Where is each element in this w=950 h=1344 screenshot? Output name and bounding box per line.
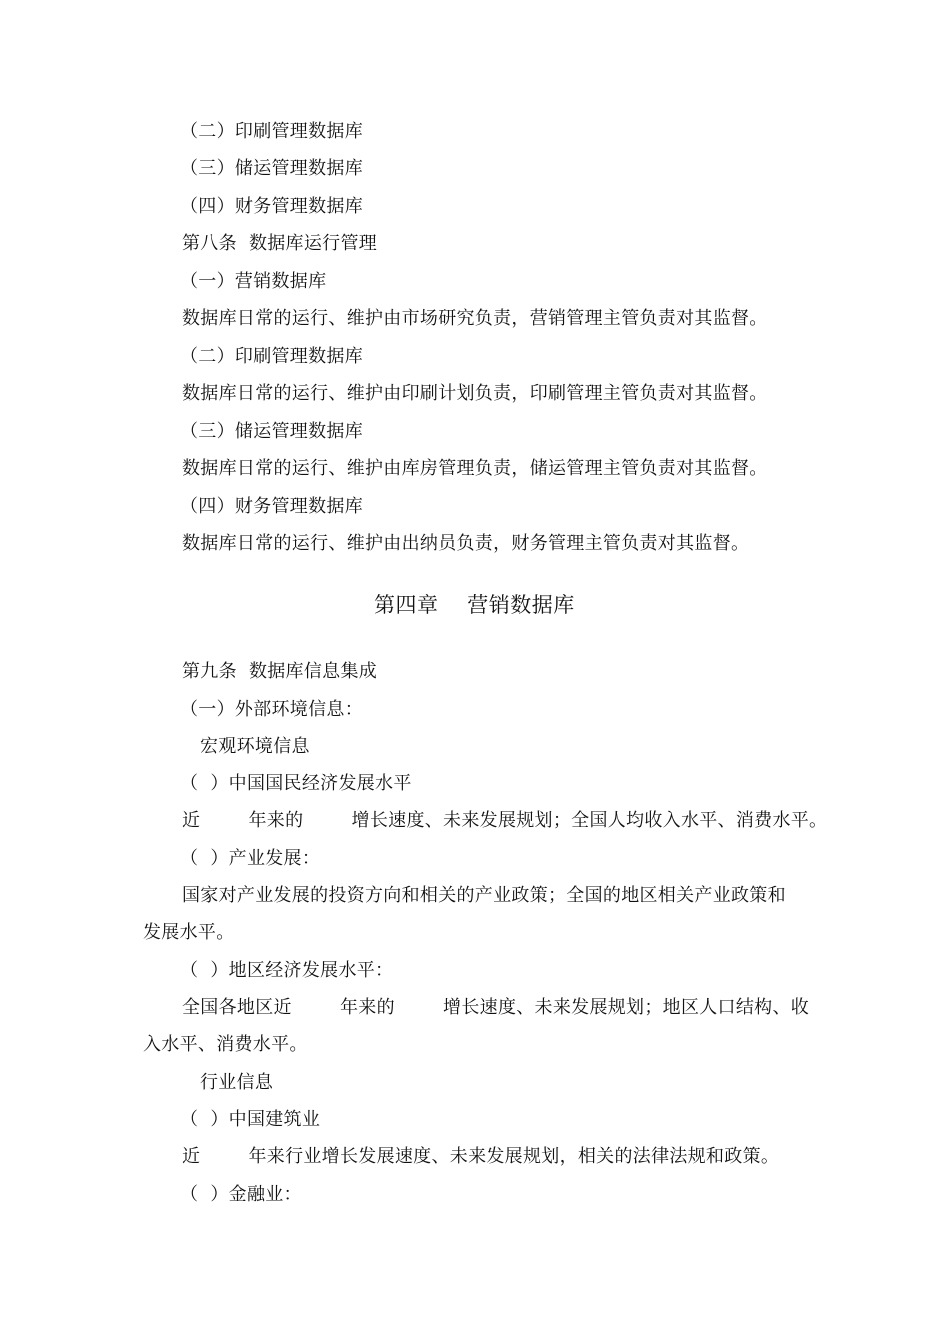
- item-regional-economy: （ ）地区经济发展水平：: [180, 960, 394, 981]
- item-national-economy: （ ）中国国民经济发展水平: [180, 773, 412, 794]
- paragraph-finance-maintenance: 数据库日常的运行、维护由出纳员负责，财务管理主管负责对其监督。: [182, 533, 750, 554]
- paragraph-construction-industry: 近 年来行业增长发展速度、未来发展规划，相关的法律法规和政策。: [182, 1146, 780, 1167]
- paragraph-national-economy: 近 年来的 增长速度、未来发展规划；全国人均收入水平、消费水平。: [182, 810, 828, 831]
- item-industry-development: （ ）产业发展：: [180, 848, 321, 869]
- subsection-printing-db: （二）印刷管理数据库: [180, 346, 363, 367]
- industry-info-label: 行业信息: [200, 1072, 274, 1093]
- article-9-title: 第九条 数据库信息集成: [182, 661, 378, 682]
- section-finance-db: （四）财务管理数据库: [180, 196, 363, 217]
- paragraph-storage-maintenance: 数据库日常的运行、维护由库房管理负责，储运管理主管负责对其监督。: [182, 458, 768, 479]
- macro-environment-label: 宏观环境信息: [200, 736, 310, 757]
- subsection-marketing-db: （一）营销数据库: [180, 271, 327, 292]
- paragraph-regional-economy-2: 入水平、消费水平。: [143, 1034, 308, 1055]
- subsection-storage-db: （三）储运管理数据库: [180, 421, 363, 442]
- subsection-external-info: （一）外部环境信息：: [180, 699, 363, 720]
- section-printing-db: （二）印刷管理数据库: [180, 121, 363, 142]
- paragraph-marketing-maintenance: 数据库日常的运行、维护由市场研究负责，营销管理主管负责对其监督。: [182, 308, 768, 329]
- paragraph-industry-development-1: 国家对产业发展的投资方向和相关的产业政策；全国的地区相关产业政策和: [182, 885, 786, 906]
- section-storage-db: （三）储运管理数据库: [180, 158, 363, 179]
- paragraph-regional-economy-1: 全国各地区近 年来的 增长速度、未来发展规划；地区人口结构、收: [182, 997, 810, 1018]
- item-finance-industry: （ ）金融业：: [180, 1184, 302, 1205]
- item-construction-industry: （ ）中国建筑业: [180, 1109, 321, 1130]
- subsection-finance-db: （四）财务管理数据库: [180, 496, 363, 517]
- article-8-title: 第八条 数据库运行管理: [182, 233, 378, 254]
- paragraph-industry-development-2: 发展水平。: [143, 922, 235, 943]
- chapter-4-heading: 第四章 营销数据库: [374, 593, 575, 617]
- paragraph-printing-maintenance: 数据库日常的运行、维护由印刷计划负责，印刷管理主管负责对其监督。: [182, 383, 768, 404]
